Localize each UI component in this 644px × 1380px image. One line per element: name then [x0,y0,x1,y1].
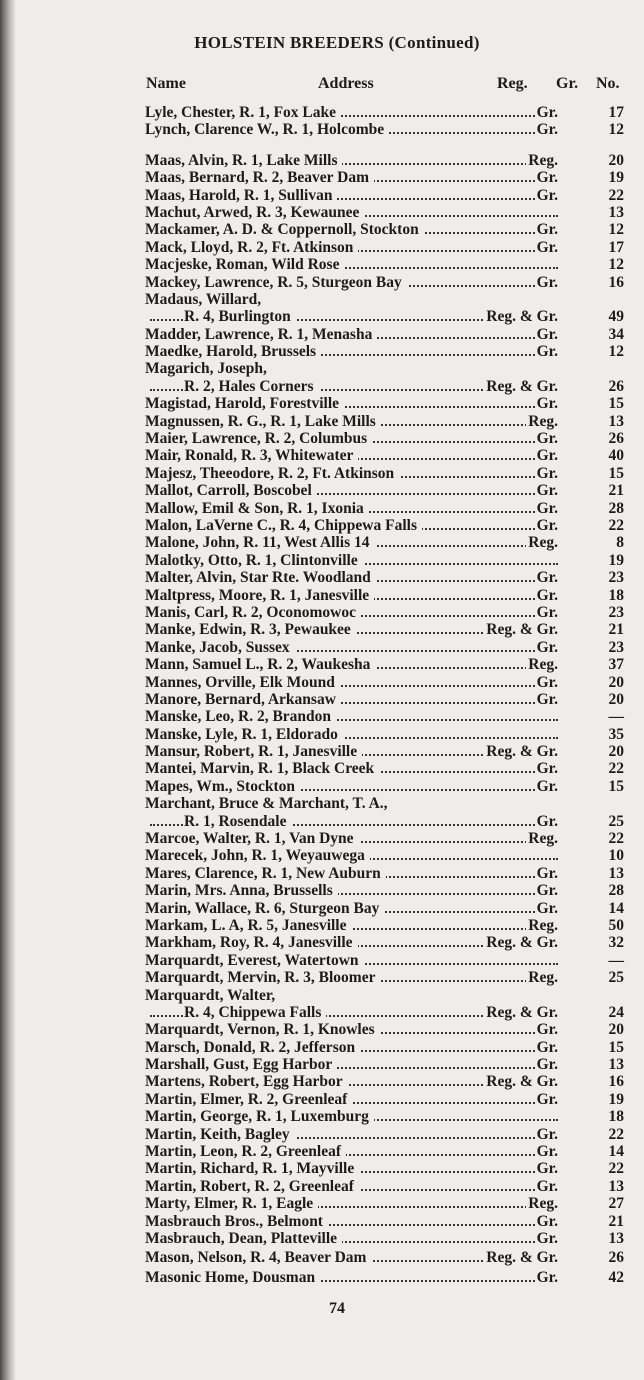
list-item [0,204,644,221]
page-title: HOLSTEIN BREEDERS (Continued) [194,33,480,52]
entry-name-address: Martens, Robert, Egg Harbor [145,1073,348,1090]
entry-name-address: Mansur, Robert, R. 1, Janesville [145,743,362,760]
list-item [0,708,644,725]
entry-name-address: Martin, George, R. 1, Luxemburg [145,1108,374,1125]
entry-name-address: Maas, Bernard, R. 2, Beaver Dam [145,169,374,186]
entry-name-address: Marin, Wallace, R. 6, Sturgeon Bay [145,900,384,917]
entry-name-address: Masbrauch Bros., Belmont [145,1213,328,1230]
entry-registration: Gr. [536,1177,558,1195]
list-item [0,465,644,482]
entry-name-address: Macjeske, Roman, Wild Rose [145,256,344,273]
entry-name-address: Martin, Richard, R. 1, Mayville [145,1160,359,1177]
entry-number: 8 [616,534,624,552]
entry-registration: Reg. [528,830,558,848]
column-header-no: No. [596,75,620,92]
entry-number: 15 [608,777,624,795]
list-item [0,969,644,986]
entry-name-address: Martin, Elmer, R. 2, Greenleaf [145,1091,352,1108]
entry-name-address: Machut, Arwed, R. 3, Kewaunee [145,204,364,221]
entry-number: 16 [608,1073,624,1091]
list-item [0,447,644,464]
entry-name-address: Mannes, Orville, Elk Mound [145,674,340,691]
entry-name-address: Mares, Clarence, R. 1, New Auburn [145,865,386,882]
entry-registration: Gr. [536,1160,558,1178]
entry-registration: Reg. [528,534,558,552]
entry-name-address: Markam, L. A, R. 5, Janesville [145,917,352,934]
entry-name-address: R. 4, Chippewa Falls [184,1004,326,1021]
list-item [0,934,644,951]
entry-name-address: Maltpress, Moore, R. 1, Janesville [145,587,374,604]
entry-name-address: Mason, Nelson, R. 4, Beaver Dam [145,1249,371,1266]
entry-number: 22 [608,516,624,534]
entry-registration: Gr. [536,638,558,656]
entry-number: 14 [608,1143,624,1161]
list-item [0,621,644,638]
entry-number: 42 [608,1268,624,1286]
list-item [0,1004,644,1021]
entry-number: 19 [608,1090,624,1108]
entry-name-address: Majesz, Theeodore, R. 2, Ft. Atkinson [145,465,399,482]
entry-number: 19 [608,169,624,187]
entry-name-address: Malon, LaVerne C., R. 4, Chippewa Falls [145,517,422,534]
entry-name-address: Manore, Bernard, Arkansaw [145,691,341,708]
entry-registration: Reg. [528,1195,558,1213]
entry-name-address: Mallot, Carroll, Boscobel [145,482,317,499]
entry-name-address: Manske, Leo, R. 2, Brandon [145,708,336,725]
entry-name-address: Marquardt, Vernon, R. 1, Knowles [145,1021,380,1038]
entry-name-address: R. 4, Burlington [184,308,296,325]
entry-registration: Reg. & Gr. [486,1003,558,1021]
entry-registration: Gr. [536,464,558,482]
entry-number: 23 [608,569,624,587]
list-item [0,813,644,830]
entry-name-address: Manis, Carl, R. 2, Oconomowoc [145,604,361,621]
list-item [0,1213,644,1230]
entry-name-address: Maas, Harold, R. 1, Sullivan [145,187,337,204]
entry-number: 13 [608,1230,624,1247]
entry-number: 17 [608,104,624,121]
entry-registration: Reg. & Gr. [486,377,558,395]
entry-name-address: Maas, Alvin, R. 1, Lake Mills [145,152,342,169]
entry-number: 24 [608,1003,624,1021]
list-item [0,1195,644,1212]
entry-name-address: Marty, Elmer, R. 1, Eagle [145,1195,318,1212]
entry-number: 13 [608,412,624,430]
entry-registration: Gr. [536,516,558,534]
entry-name-address: R. 1, Rosendale [184,813,291,830]
list-item [0,169,644,186]
list-item [0,552,644,569]
list-item [0,847,644,864]
entry-registration: Gr. [536,447,558,465]
entry-number: 50 [608,916,624,934]
entry-registration: Reg. & Gr. [486,1073,558,1091]
entry-number: 22 [608,1160,624,1178]
entry-name-address: Manske, Lyle, R. 1, Eldorado [145,726,343,743]
list-item [0,587,644,604]
list-item [0,1178,644,1195]
breeder-list [0,104,644,1286]
entry-number: — [608,708,624,726]
entry-registration: Gr. [536,430,558,448]
entry-name-address: Marecek, John, R. 1, Weyauwega [145,847,370,864]
list-item [0,1021,644,1038]
entry-registration: Reg. [528,412,558,430]
entry-name-address: Marcoe, Walter, R. 1, Van Dyne [145,830,359,847]
entry-name-address: Madaus, Willard, [145,291,266,308]
entry-number: 49 [608,308,624,326]
list-item [0,256,644,273]
entry-registration: Gr. [536,343,558,361]
entry-number: 19 [608,551,624,569]
entry-registration: Gr. [536,1056,558,1074]
entry-name-address: Mackamer, A. D. & Coppernoll, Stockton [145,221,424,238]
entry-registration: Gr. [536,882,558,900]
entry-name-address: Marquardt, Mervin, R. 3, Bloomer [145,969,380,986]
entry-number: 16 [608,273,624,291]
list-item [0,726,644,743]
list-item [0,1160,644,1177]
entry-registration: Reg. & Gr. [486,934,558,952]
entry-number: 12 [608,221,624,239]
entry-number: 26 [608,377,624,395]
list-item [0,104,644,121]
entry-name-address: Marchant, Bruce & Marchant, T. A., [145,795,393,812]
list-item [0,1126,644,1143]
entry-name-address: Maier, Lawrence, R. 2, Columbus [145,430,372,447]
entry-registration: Reg. & Gr. [486,308,558,326]
entry-name-address: Malter, Alvin, Star Rte. Woodland [145,569,376,586]
list-item [0,1073,644,1090]
entry-number: 26 [608,1249,624,1267]
entry-registration: Gr. [536,499,558,517]
column-header-reg: Reg. [497,75,528,92]
entry-number: 35 [608,725,624,743]
list-item [0,882,644,899]
list-item [0,378,644,395]
entry-number: 20 [608,151,624,169]
entry-registration: Gr. [536,238,558,256]
entry-number: 22 [608,186,624,204]
list-item [0,674,644,691]
entry-number: 14 [608,899,624,917]
entry-name-address: Mann, Samuel L., R. 2, Waukesha [145,656,375,673]
entry-name-address: Markham, Roy, R. 4, Janesville [145,934,358,951]
list-item [0,1108,644,1125]
entry-number: 10 [608,847,624,865]
list-item [0,917,644,934]
entry-registration: Gr. [536,569,558,587]
list-item [0,152,644,169]
list-item [0,343,644,360]
entry-registration: Gr. [536,186,558,204]
entry-registration: Gr. [536,1212,558,1230]
list-item [0,952,644,969]
list-item [0,795,644,812]
entry-registration: Gr. [536,673,558,691]
list-item [0,534,644,551]
entry-name-address: Mapes, Wm., Stockton [145,778,300,795]
entry-name-address: Magarich, Joseph, [145,360,272,377]
entry-name-address: Lynch, Clarence W., R. 1, Holcombe [145,121,389,138]
entry-number: 17 [608,238,624,256]
entry-name-address: Malotky, Otto, R. 1, Clintonville [145,552,363,569]
entry-number: 12 [608,343,624,361]
entry-number: 21 [608,482,624,500]
list-item [0,395,644,412]
entry-registration: Gr. [536,221,558,239]
entry-registration: Gr. [536,482,558,500]
entry-number: 21 [608,621,624,639]
entry-number: 12 [608,121,624,139]
entry-registration: Gr. [536,1230,558,1247]
entry-registration: Gr. [536,1038,558,1056]
entry-number: 13 [608,1177,624,1195]
entry-registration: Gr. [536,812,558,830]
entry-registration: Gr. [536,1125,558,1143]
entry-name-address: Magistad, Harold, Forestville [145,395,344,412]
entry-number: 22 [608,830,624,848]
entry-registration: Gr. [536,864,558,882]
entry-registration: Gr. [536,760,558,778]
entry-registration: Reg. [528,151,558,169]
entry-registration: Gr. [536,603,558,621]
entry-number: 28 [608,882,624,900]
entry-number: 23 [608,603,624,621]
entry-name-address: Masonic Home, Dousman [145,1269,320,1286]
list-item [0,760,644,777]
list-item [0,308,644,325]
list-item [0,604,644,621]
entry-name-address: Manke, Edwin, R. 3, Pewaukee [145,621,356,638]
entry-number: 15 [608,395,624,413]
entry-number: 34 [608,325,624,343]
list-item [0,778,644,795]
list-item [0,500,644,517]
entry-number: 27 [608,1195,624,1213]
entry-number: 13 [608,203,624,221]
entry-number: 37 [608,656,624,674]
column-header-name: Name [146,75,186,92]
list-item [0,1039,644,1056]
entry-registration: Reg. & Gr. [486,1249,558,1267]
list-item [0,1056,644,1073]
entry-number: 13 [608,864,624,882]
entry-registration: Gr. [536,899,558,917]
entry-number: 15 [608,1038,624,1056]
entry-registration: Gr. [536,586,558,604]
entry-number: 22 [608,760,624,778]
list-item [0,900,644,917]
list-item [0,482,644,499]
list-item [0,830,644,847]
entry-name-address: Mallow, Emil & Son, R. 1, Ixonia [145,500,369,517]
entry-number: 18 [608,586,624,604]
entry-number: — [608,951,624,969]
entry-registration: Gr. [536,273,558,291]
entry-number: 20 [608,673,624,691]
entry-number: 20 [608,690,624,708]
entry-name-address: Magnussen, R. G., R. 1, Lake Mills [145,413,381,430]
entry-name-address: Mackey, Lawrence, R. 5, Sturgeon Bay [145,274,407,291]
entry-name-address: Marquardt, Everest, Watertown [145,952,364,969]
list-item [0,291,644,308]
entry-registration: Gr. [536,104,558,121]
entry-number: 25 [608,812,624,830]
list-item [0,639,644,656]
list-item [0,1269,644,1286]
entry-name-address: Manke, Jacob, Sussex [145,639,295,656]
list-item [0,360,644,377]
entry-name-address: Mantei, Marvin, R. 1, Black Creek [145,760,379,777]
list-item [0,1143,644,1160]
entry-registration: Gr. [536,1268,558,1286]
entry-name-address: Marquardt, Walter, [145,987,280,1004]
list-item [0,987,644,1004]
entry-name-address: Martin, Keith, Bagley [145,1126,295,1143]
entry-registration: Gr. [536,1143,558,1161]
entry-name-address: Madder, Lawrence, R. 1, Menasha [145,326,377,343]
entry-number: 40 [608,447,624,465]
entry-number: 26 [608,430,624,448]
entry-registration: Reg. & Gr. [486,743,558,761]
entry-name-address: Masbrauch, Dean, Platteville [145,1230,342,1247]
list-item [0,691,644,708]
entry-number: 20 [608,1021,624,1039]
list-item [0,517,644,534]
entry-name-address: Maedke, Harold, Brussels [145,343,321,360]
entry-name-address: Mack, Lloyd, R. 2, Ft. Atkinson [145,239,358,256]
list-item [0,1091,644,1108]
entry-name-address: Marshall, Gust, Egg Harbor [145,1056,337,1073]
list-item [0,1230,644,1247]
entry-registration: Reg. [528,969,558,987]
entry-name-address: Marin, Mrs. Anna, Brussells [145,882,338,899]
entry-registration: Gr. [536,1090,558,1108]
entry-registration: Gr. [536,169,558,187]
entry-registration: Gr. [536,121,558,139]
entry-registration: Reg. & Gr. [486,621,558,639]
entry-registration: Gr. [536,690,558,708]
list-item [0,121,644,138]
list-item [0,1249,644,1266]
entry-number: 20 [608,743,624,761]
list-item [0,656,644,673]
entry-registration: Gr. [536,777,558,795]
list-item [0,221,644,238]
list-item [0,569,644,586]
entry-number: 22 [608,1125,624,1143]
entry-number: 18 [608,1108,624,1126]
entry-number: 21 [608,1212,624,1230]
list-item [0,865,644,882]
entry-number: 25 [608,969,624,987]
column-header-gr: Gr. [556,75,579,92]
entry-number: 15 [608,464,624,482]
entry-registration: Gr. [536,395,558,413]
entry-registration: Reg. [528,916,558,934]
entry-number: 23 [608,638,624,656]
entry-number: 12 [608,256,624,274]
entry-number: 28 [608,499,624,517]
entry-name-address: R. 2, Hales Corners [184,378,319,395]
list-item [0,743,644,760]
entry-registration: Gr. [536,1021,558,1039]
list-item [0,239,644,256]
page-number: 74 [329,1300,345,1317]
entry-registration: Gr. [536,325,558,343]
entry-name-address: Malone, John, R. 11, West Allis 14 [145,534,375,551]
entry-name-address: Marsch, Donald, R. 2, Jefferson [145,1039,360,1056]
entry-number: 13 [608,1056,624,1074]
list-item [0,274,644,291]
entry-name-address: Mair, Ronald, R. 3, Whitewater [145,447,358,464]
list-item [0,326,644,343]
list-item [0,187,644,204]
entry-registration: Reg. [528,656,558,674]
entry-name-address: Martin, Robert, R. 2, Greenleaf [145,1178,359,1195]
list-item [0,430,644,447]
entry-number: 32 [608,934,624,952]
list-item [0,413,644,430]
column-header-address: Address [318,75,374,92]
entry-name-address: Martin, Leon, R. 2, Greenleaf [145,1143,346,1160]
entry-name-address: Lyle, Chester, R. 1, Fox Lake [145,104,341,121]
